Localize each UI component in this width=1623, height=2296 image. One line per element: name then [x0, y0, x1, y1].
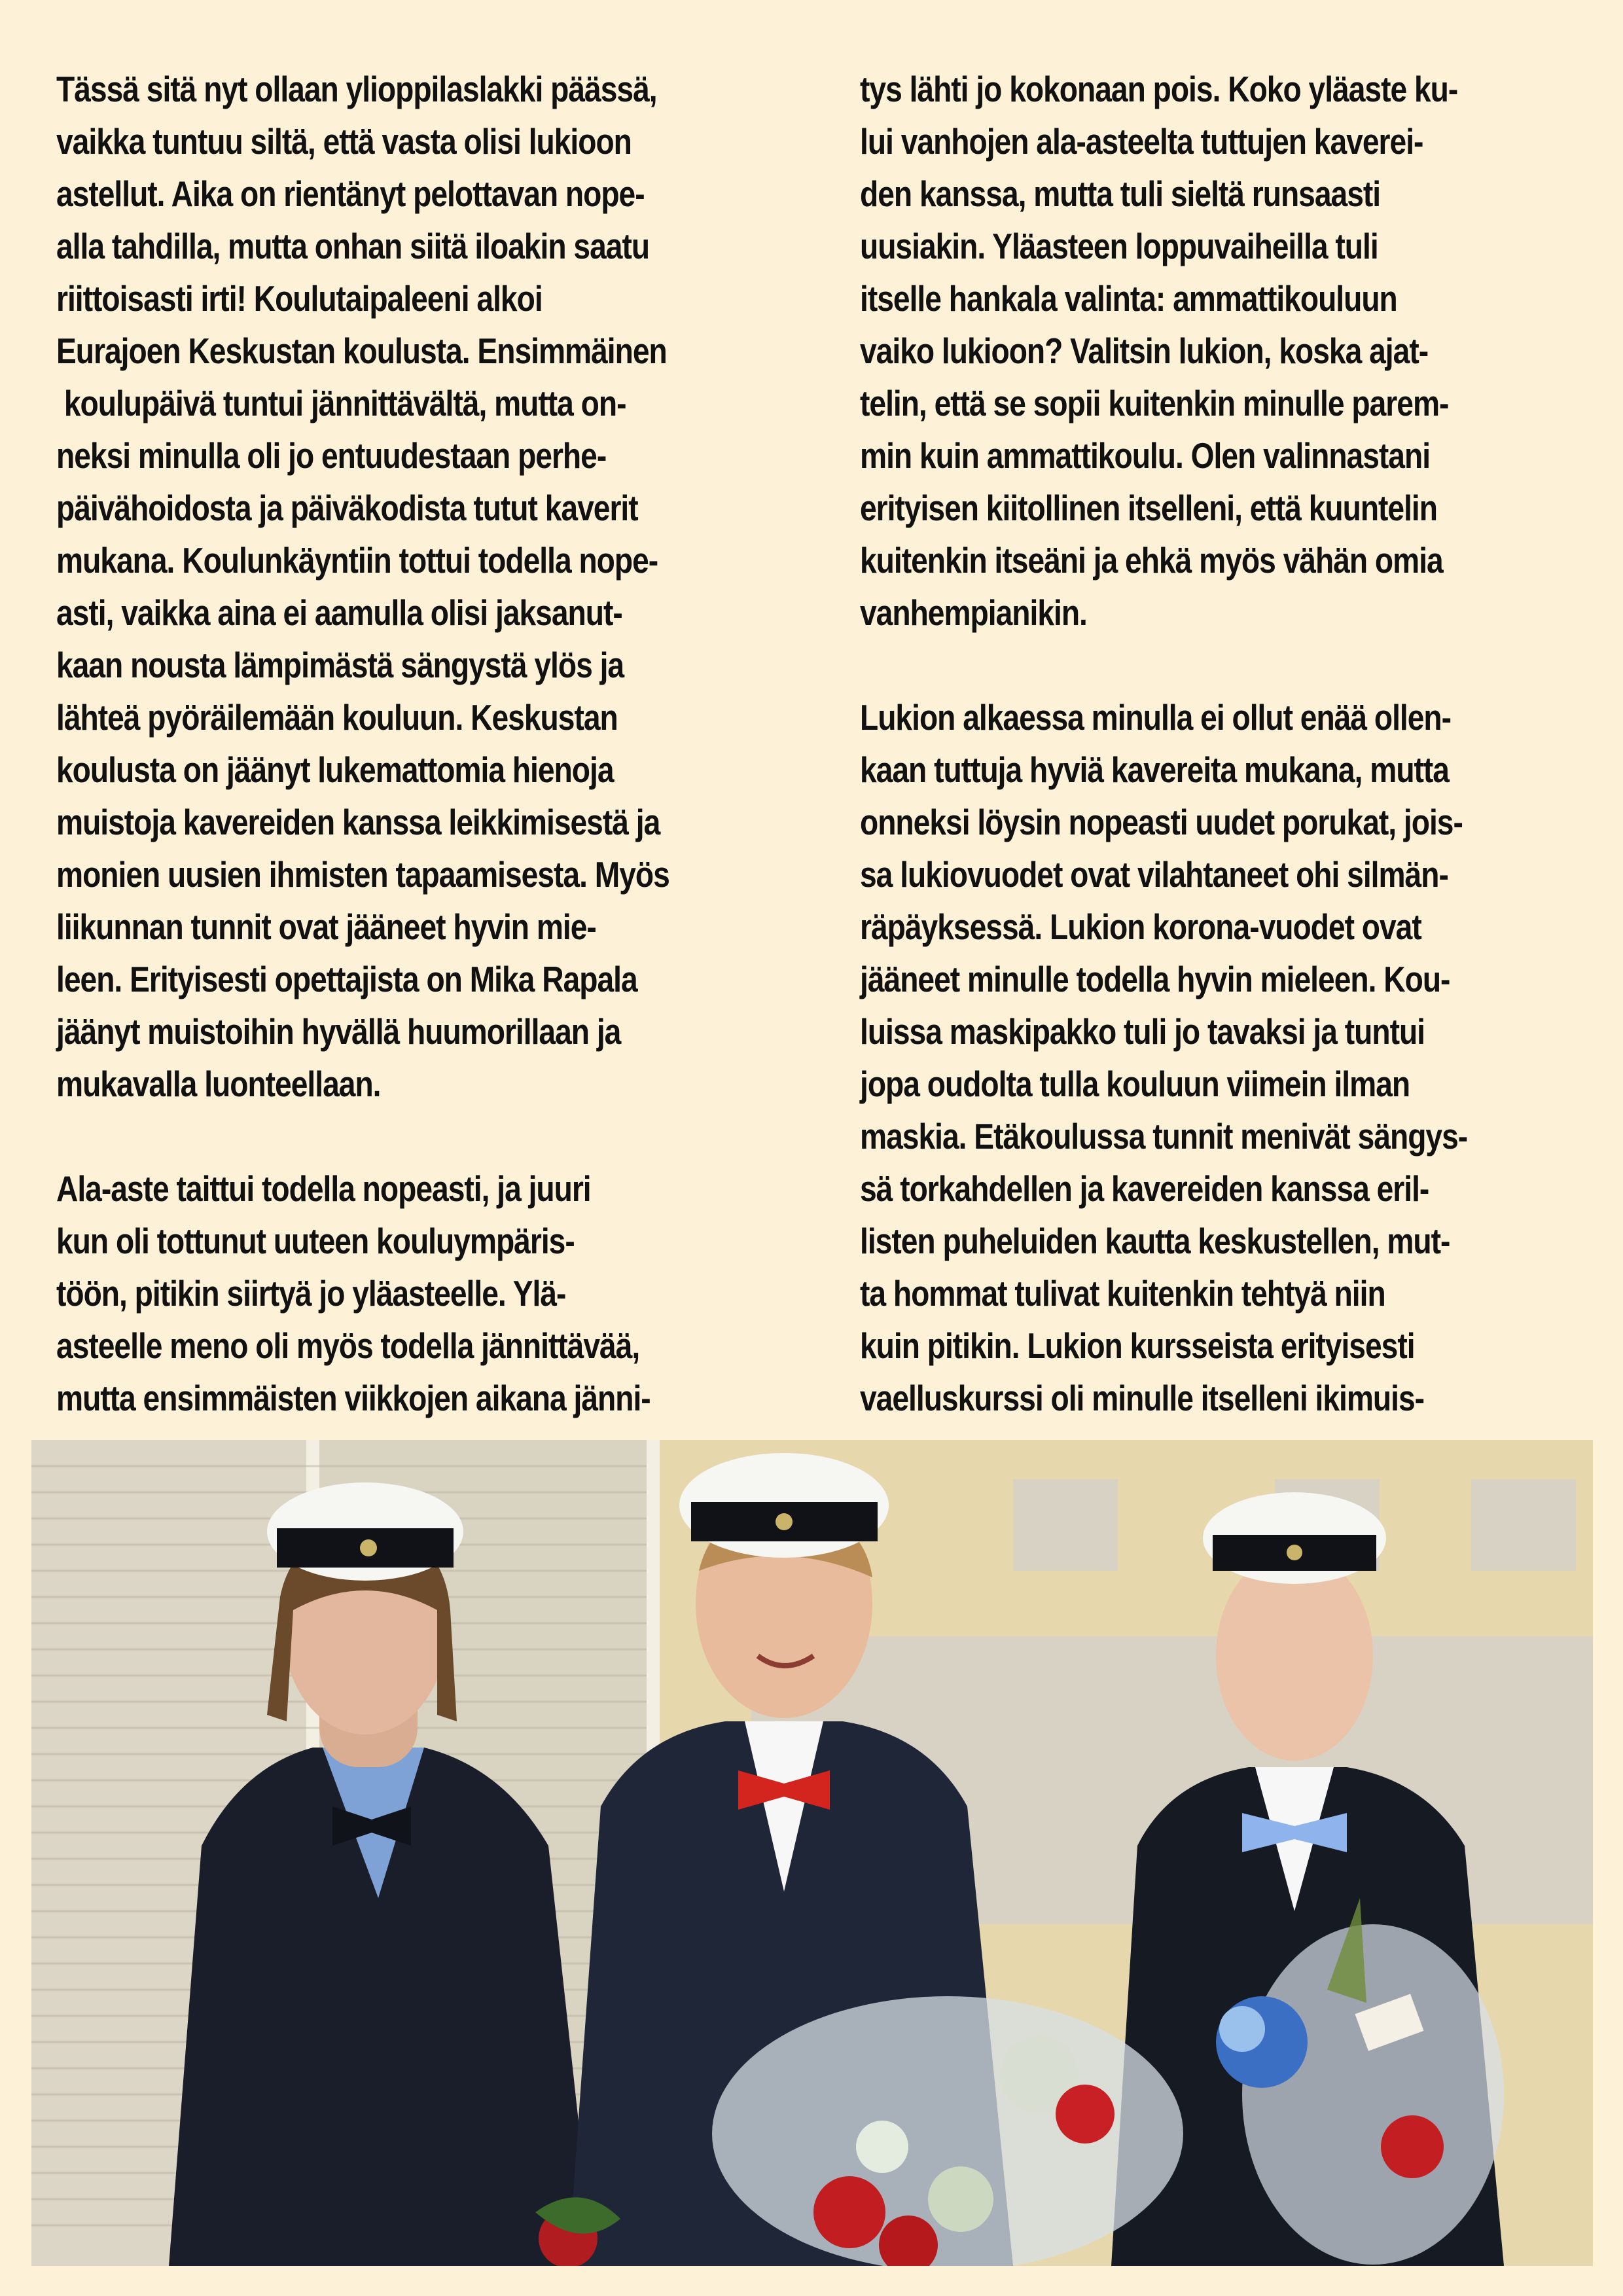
right-column-line: kuin pitikin. Lukion kursseista erityisesti	[860, 1325, 1415, 1366]
right-column-line: räpäyksessä. Lukion korona-vuodet ovat	[860, 906, 1421, 947]
left-column-line: muistoja kavereiden kanssa leikkimisestä ja	[56, 802, 660, 842]
left-column-line: koulusta on jäänyt lukemattomia hienoja	[56, 749, 614, 790]
left-column-line: mutta ensimmäisten viikkojen aikana jänni-	[56, 1378, 651, 1418]
right-column-line: jääneet minulle todella hyvin mieleen. Kou-	[860, 959, 1450, 999]
left-column-line: Ala-aste taittui todella nopeasti, ja juuri	[56, 1168, 591, 1209]
right-column-line: ta hommat tulivat kuitenkin tehtyä niin	[860, 1273, 1385, 1314]
left-column-line: mukana. Koulunkäyntiin tottui todella nope-	[56, 540, 658, 581]
left-column-line: lähteä pyöräilemään kouluun. Keskustan	[56, 697, 618, 738]
left-column-line: Tässä sitä nyt ollaan ylioppilaslakki päässä,	[56, 69, 657, 109]
left-column-line: liikunnan tunnit ovat jääneet hyvin mie-	[56, 906, 596, 947]
right-column-line: kaan tuttuja hyviä kavereita mukana, mutta	[860, 749, 1449, 790]
left-column-line: monien uusien ihmisten tapaamisesta. Myös	[56, 854, 669, 895]
left-column-line: jäänyt muistoihin hyvällä huumorillaan ja	[56, 1011, 621, 1052]
left-column-line: leen. Erityisesti opettajista on Mika Rapala	[56, 959, 637, 999]
right-column-line: Lukion alkaessa minulla ei ollut enää ollen-	[860, 697, 1452, 738]
left-column-line: vaikka tuntuu siltä, että vasta olisi lukioon	[56, 121, 632, 162]
right-column-line	[860, 639, 1623, 691]
left-column-line: asteelle meno oli myös todella jännittävää,	[56, 1325, 640, 1366]
left-column-line: kaan nousta lämpimästä sängystä ylös ja	[56, 645, 624, 685]
right-column-line: tys lähti jo kokonaan pois. Koko yläaste ku-	[860, 69, 1458, 109]
left-column-line: Eurajoen Keskustan koulusta. Ensimmäinen	[56, 331, 667, 371]
left-column-line: kun oli tottunut uuteen kouluympäris-	[56, 1221, 575, 1261]
left-column-line: neksi minulla oli jo entuudestaan perhe-	[56, 435, 607, 476]
right-column-line: vaiko lukioon? Valitsin lukion, koska ajat-	[860, 331, 1429, 371]
right-column-line: erityisen kiitollinen itselleni, että kuuntelin	[860, 488, 1437, 528]
left-text-column	[56, 63, 823, 1424]
right-column-line: min kuin ammattikoulu. Olen valinnastani	[860, 435, 1431, 476]
graduates-photo	[31, 1440, 1593, 2266]
left-column-line: riittoisasti irti! Koulutaipaleeni alkoi	[56, 278, 543, 319]
left-column-line	[56, 1110, 823, 1162]
right-column-line: uusiakin. Yläasteen loppuvaiheilla tuli	[860, 226, 1378, 266]
right-text-column	[860, 63, 1623, 1424]
right-column-line: lui vanhojen ala-asteelta tuttujen kaverei-	[860, 121, 1423, 162]
right-column-line: maskia. Etäkoulussa tunnit menivät sängys-	[860, 1116, 1468, 1157]
right-column-line: sä torkahdellen ja kavereiden kanssa eril-	[860, 1168, 1429, 1209]
right-column-line: kuitenkin itseäni ja ehkä myös vähän omia	[860, 540, 1443, 581]
right-column-line: vanhempianikin.	[860, 592, 1087, 633]
left-column-line: asti, vaikka aina ei aamulla olisi jaksanut-	[56, 592, 622, 633]
left-column-line: alla tahdilla, mutta onhan siitä iloakin saatu	[56, 226, 650, 266]
right-column-line: onneksi löysin nopeasti uudet porukat, jois-	[860, 802, 1463, 842]
right-column-line: itselle hankala valinta: ammattikouluun	[860, 278, 1397, 319]
left-column-line: koulupäivä tuntui jännittävältä, mutta on-	[56, 383, 626, 423]
right-column-line: vaelluskurssi oli minulle itselleni ikimuis-	[860, 1378, 1425, 1418]
left-column-line: päivähoidosta ja päiväkodista tutut kaverit	[56, 488, 638, 528]
left-column-line: mukavalla luonteellaan.	[56, 1064, 381, 1104]
right-column-line: luissa maskipakko tuli jo tavaksi ja tuntui	[860, 1011, 1425, 1052]
right-column-line: listen puheluiden kautta keskustellen, mut-	[860, 1221, 1450, 1261]
left-column-line: töön, pitikin siirtyä jo yläasteelle. Ylä-	[56, 1273, 566, 1314]
left-column-line: astellut. Aika on rientänyt pelottavan nope-	[56, 173, 645, 214]
right-column-line: sa lukiovuodet ovat vilahtaneet ohi silmän-	[860, 854, 1448, 895]
right-column-line: den kanssa, mutta tuli sieltä runsaasti	[860, 173, 1381, 214]
right-column-line: telin, että se sopii kuitenkin minulle parem-	[860, 383, 1449, 423]
right-column-line: jopa oudolta tulla kouluun viimein ilman	[860, 1064, 1410, 1104]
